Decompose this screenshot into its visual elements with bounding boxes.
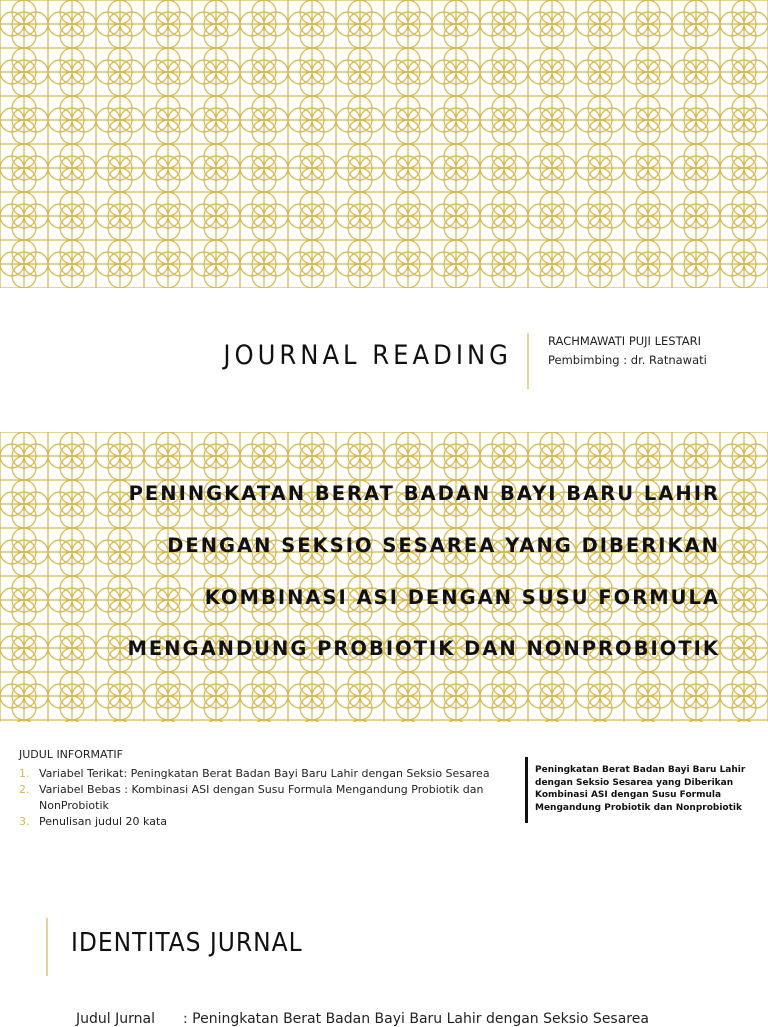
decorative-pattern-top bbox=[0, 0, 768, 288]
advisor-name: Pembimbing : dr. Ratnawati bbox=[548, 353, 707, 367]
list-item bbox=[19, 782, 519, 814]
section-accent-bar bbox=[46, 918, 48, 976]
author-name: RACHMAWATI PUJI LESTARI bbox=[548, 334, 701, 348]
judul-value: : Peningkatan Berat Badan Bayi Baru Lahir dengan Seksio Sesarea bbox=[183, 1011, 649, 1027]
judul-label: Judul Jurnal bbox=[76, 1011, 155, 1027]
title-excerpt: Peningkatan Berat Badan Bayi Baru Lahir dengan Seksio Sesarea yang Diberikan Kombinasi ASI dengan Susu Formula Mengandung Probiotik dan Nonprobiotik bbox=[535, 765, 746, 813]
informative-heading: JUDUL INFORMATIF bbox=[19, 748, 123, 761]
decorative-pattern-mid bbox=[0, 432, 768, 722]
pattern-svg-top bbox=[0, 0, 768, 288]
banner-title-line-2: DENGAN SEKSIO SESAREA YANG DIBERIKAN bbox=[167, 534, 720, 557]
pattern-svg-mid bbox=[0, 432, 768, 722]
list-number: 3. bbox=[19, 815, 30, 828]
banner-title-line-4: MENGANDUNG PROBIOTIK DAN NONPROBIOTIK bbox=[127, 637, 720, 660]
list-number: 1. bbox=[19, 767, 30, 780]
banner-title-line-3: KOMBINASI ASI DENGAN SUSU FORMULA bbox=[204, 586, 720, 609]
list-text: Variabel Bebas : Kombinasi ASI dengan Susu Formula Mengandung Probiotik dan NonProbiotik bbox=[39, 783, 484, 812]
list-item bbox=[19, 814, 519, 830]
section-title: IDENTITAS JURNAL bbox=[71, 928, 303, 958]
list-number: 2. bbox=[19, 783, 30, 796]
banner-title-line-1: PENINGKATAN BERAT BADAN BAYI BARU LAHIR bbox=[128, 482, 720, 505]
list-text: Penulisan judul 20 kata bbox=[39, 815, 168, 828]
page-title: JOURNAL READING bbox=[223, 340, 512, 371]
informative-list bbox=[19, 766, 519, 830]
quote-bar bbox=[525, 757, 528, 823]
list-item bbox=[19, 766, 519, 782]
title-divider bbox=[527, 333, 529, 389]
list-text: Variabel Terikat: Peningkatan Berat Badan Bayi Baru Lahir dengan Seksio Sesarea bbox=[39, 767, 490, 780]
